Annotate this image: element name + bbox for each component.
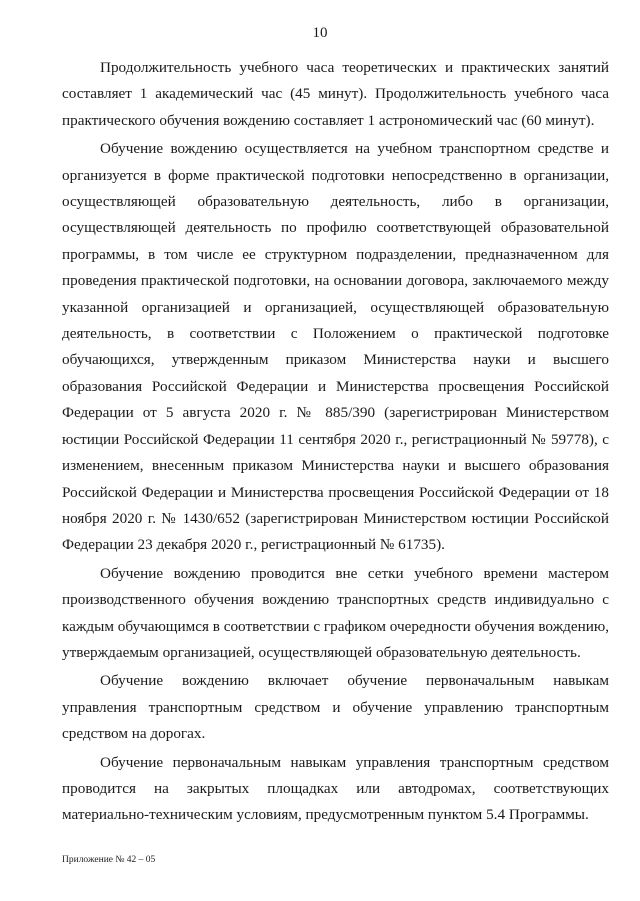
paragraph-driving-training-organization: Обучение вождению осуществляется на учебном транспортном средстве и организуется в форме практической подготовки непосредственно в организации, осуществляющей образовательную деятельность, либо в организации, осуществляющей деятельность по профилю соответствующей образовательной программы, в том числе ее структурном подразделении, предназначенном для проведения практической подготовки, на основании договора, заключаемого между указанной организацией и организацией, осуществляющей образовательную деятельность, в соответствии с Положением о практической подготовке обучающихся, утвержденным приказом Министерства науки и высшего образования Российской Федерации и Министерства просвещения Российской Федерации от 5 августа 2020 г. № 885/390 (зарегистрирован Министерством юстиции Российской Федерации 11 сентября 2020 г., регистрационный № 59778), с изменением, внесенным приказом Министерства науки и высшего образования Российской Федерации и Министерства просвещения Российской Федерации от 18 ноября 2020 г. № 1430/652 (зарегистрирован Министерством юстиции Российской Федерации 23 декабря 2020 г., регистрационный № 61735). xyxy=(62,140,609,554)
paragraph-study-hour-duration: Продолжительность учебного часа теоретических и практических занятий составляет 1 академический час (45 минут). Продолжительность учебного часа практического обучения вождению составляет 1 астрономический час (60 минут). xyxy=(62,59,609,129)
paragraph-initial-skills-location: Обучение первоначальным навыкам управления транспортным средством проводится на закрытых площадках или автодромах, соответствующих материально-техническим условиям, предусмотренным пунктом 5.4 Программы. xyxy=(62,753,609,824)
page-number: 10 xyxy=(312,25,328,41)
document-body xyxy=(62,55,609,831)
paragraph-driving-training-components: Обучение вождению включает обучение первоначальным навыкам управления транспортным средством и обучение управлению транспортным средством на дорогах. xyxy=(62,672,609,743)
paragraph-driving-training-schedule: Обучение вождению проводится вне сетки учебного времени мастером производственного обучения вождению транспортных средств индивидуально с каждым обучающимся в соответствии с графиком очередности обучения вождению, утверждаемым организацией, осуществляющей образовательную деятельность. xyxy=(62,564,609,661)
footer-appendix-label: Приложение № 42 – 05 xyxy=(62,855,156,865)
